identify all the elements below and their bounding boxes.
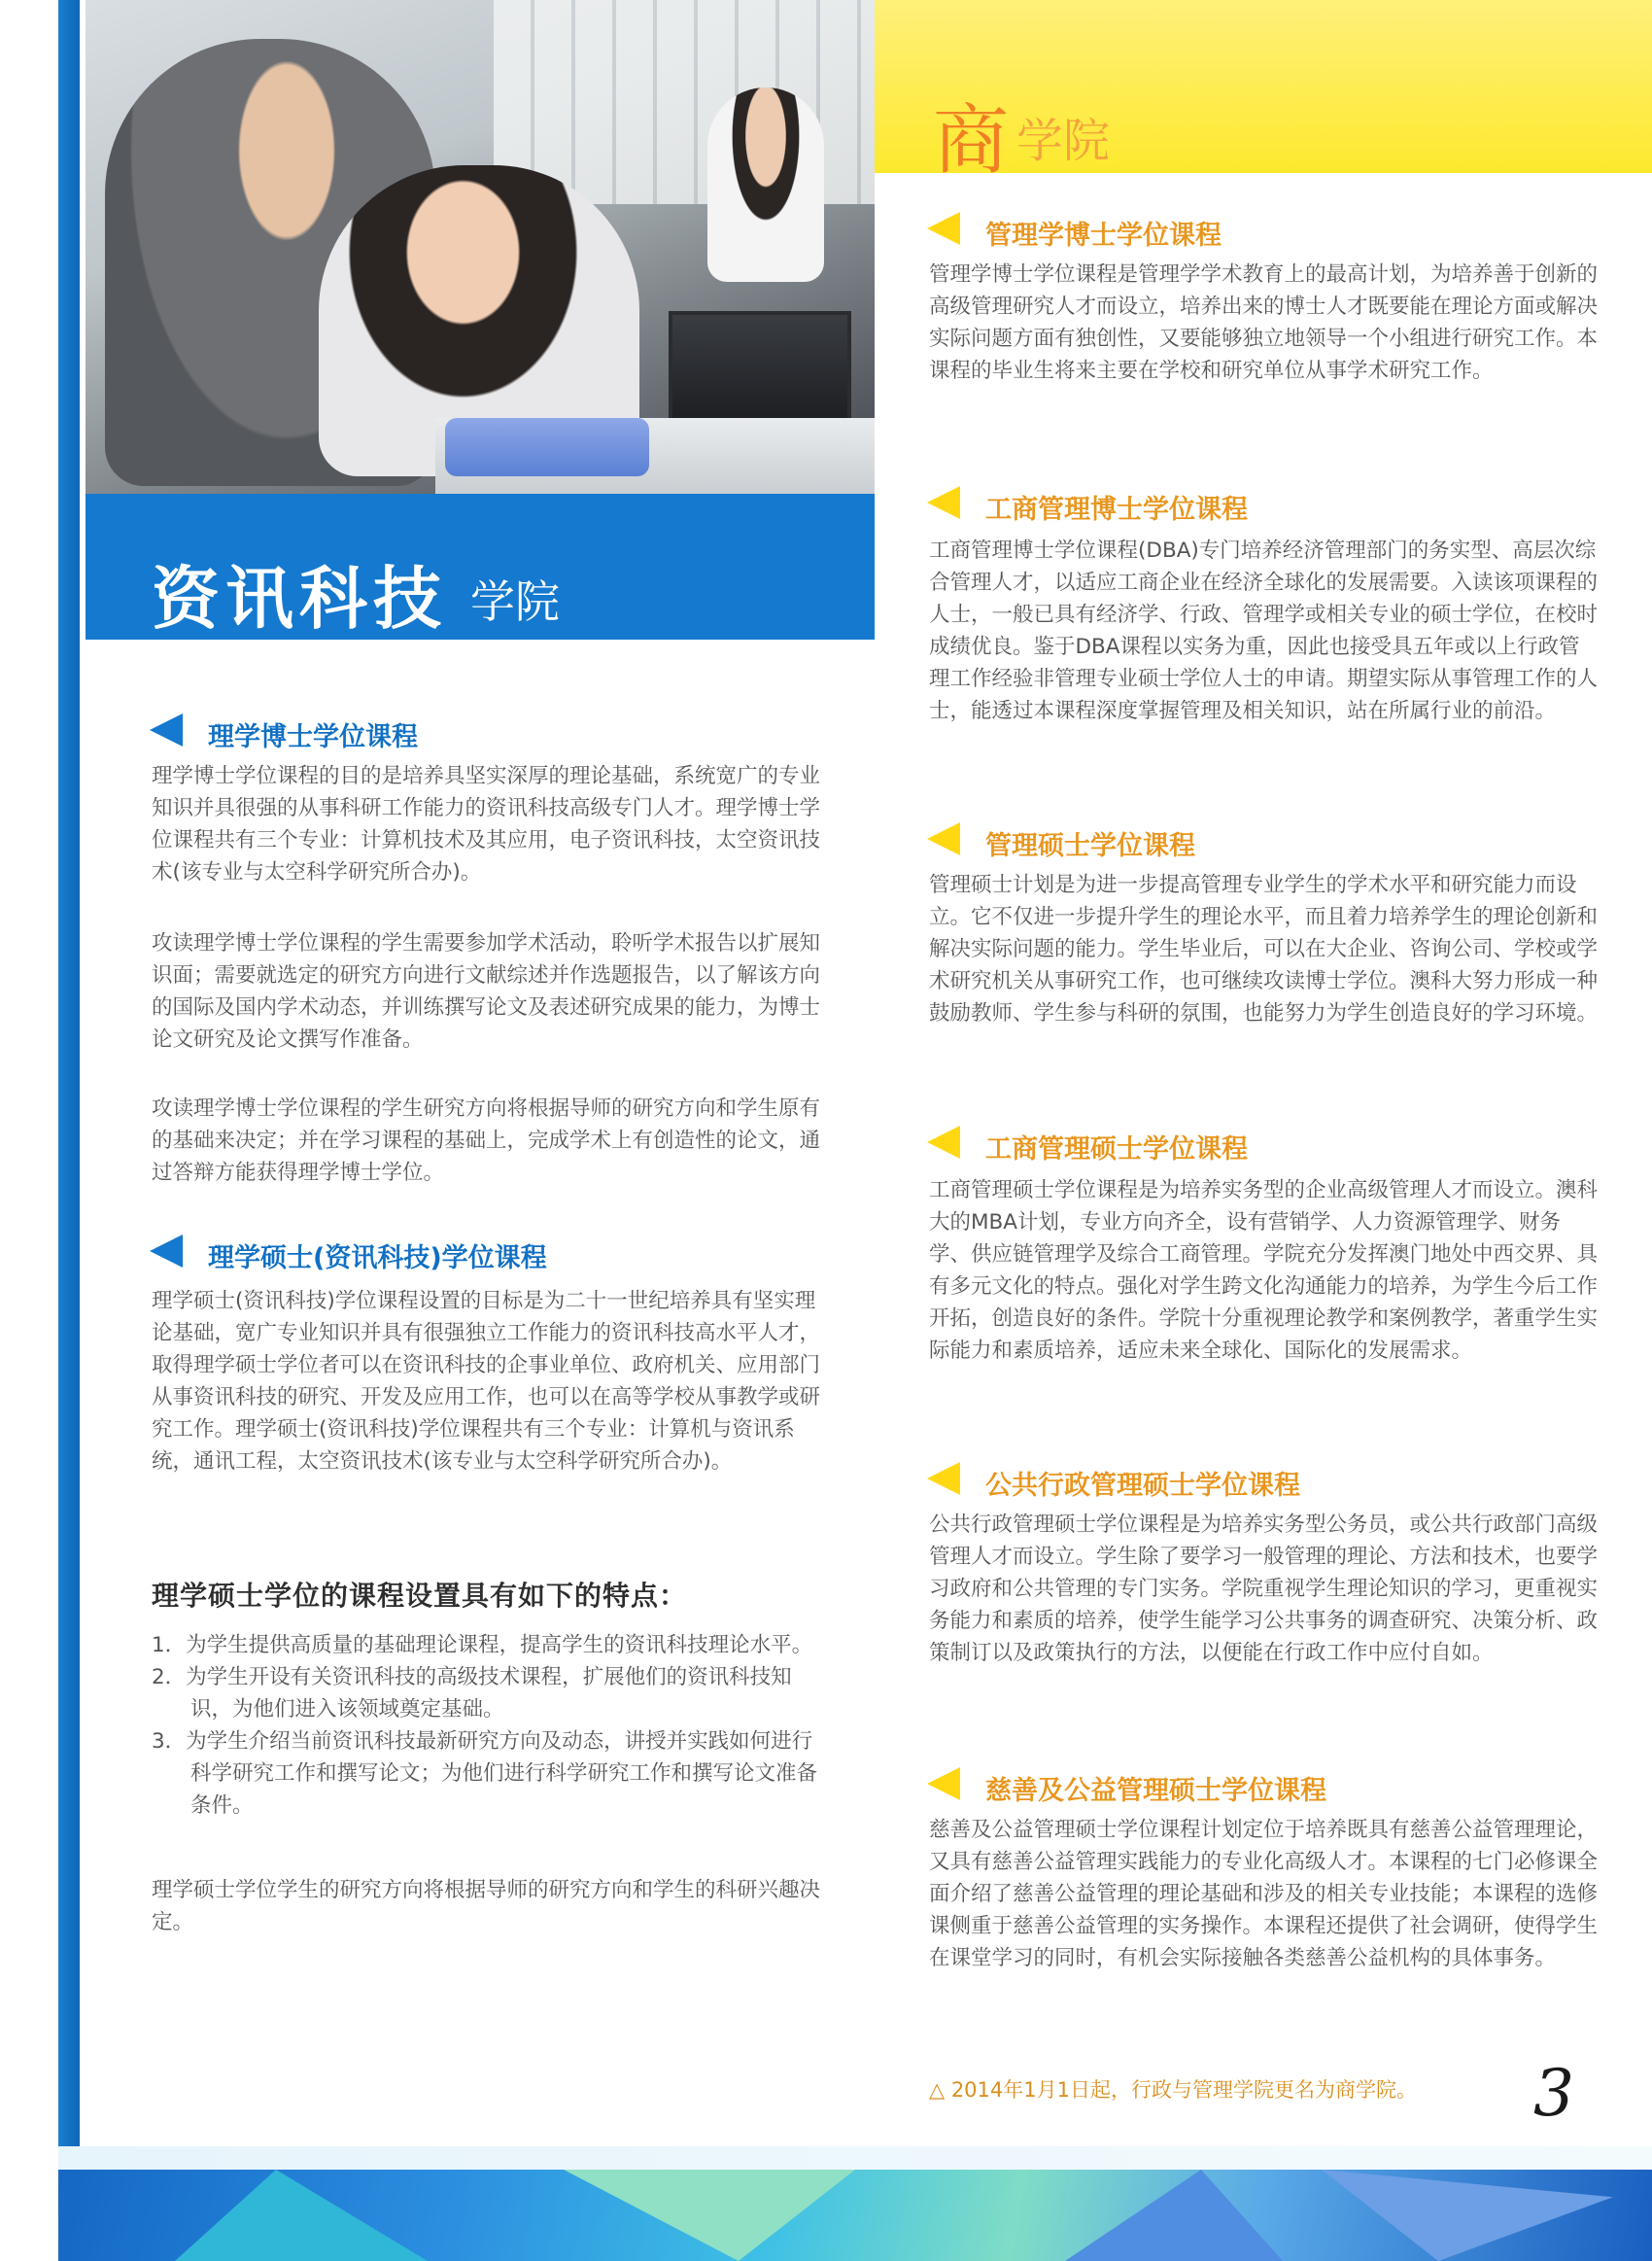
photo-multimeter	[445, 418, 649, 476]
section-marker-triangle-icon	[927, 212, 960, 245]
masters-it-title: 理学硕士(资讯科技)学位课程	[208, 1243, 547, 1273]
it-school-title: 资讯科技	[152, 559, 447, 639]
footer-decorative-band	[58, 2170, 1652, 2261]
page-number: 3	[1533, 2056, 1574, 2131]
section-marker-triangle-icon	[927, 1462, 960, 1495]
biz-section-title: 工商管理硕士学位课程	[985, 1134, 1248, 1165]
biz-section-text: 工商管理博士学位课程(DBA)专门培养经济管理部门的务实型、高层次综合管理人才，以适应工商企业在经济全球化的发展需要。入读该项课程的人士，一般已具有经济学、行政、管理学或相关专业的硕士学位，在校时成绩优良。鉴于DBA课程以实务为重，因此也接受具五年或以上行政管理工作经验非管理专业硕士学位人士的申请。期望实际从事管理工作的人士，能透过本课程深度掌握管理及相关知识，站在所属行业的前沿。	[929, 539, 1599, 723]
left-blue-stripe	[58, 0, 80, 2261]
biz-section-text: 管理学博士学位课程是管理学学术教育上的最高计划，为培养善于创新的高级管理研究人才而设立，培养出来的博士人才既要能在理论方面或解决实际问题方面有独创性，又要能够独立地领导一个小组进行研究工作。本课程的毕业生将来主要在学校和研究单位从事学术研究工作。	[929, 262, 1599, 383]
section-marker-triangle-icon	[927, 1767, 960, 1800]
phd-science-title: 理学博士学位课程	[208, 722, 418, 752]
list-item: 3．为学生介绍当前资讯科技最新研究方向及动态，讲授并实践如何进行科学研究工作和撰写论文；为他们进行科学研究工作和撰写论文准备条件。	[152, 1729, 818, 1818]
section-marker-triangle-icon	[927, 486, 960, 519]
features-heading: 理学硕士学位的课程设置具有如下的特点：	[152, 1580, 688, 1612]
footnote: △ 2014年1月1日起，行政与管理学院更名为商学院。	[929, 2078, 1417, 2102]
biz-section-title: 管理学博士学位课程	[985, 221, 1222, 251]
biz-section-text: 慈善及公益管理硕士学位课程计划定位于培养既具有慈善公益管理理论，又具有慈善公益管理实践能力的专业化高级人才。本课程的七门必修课全面介绍了慈善公益管理的理论基础和涉及的相关专业技能；本课程的选修课侧重于慈善公益管理的实务操作。本课程还提供了社会调研，使得学生在课堂学习的同时，有机会实际接触各类慈善公益机构的具体事务。	[929, 1818, 1599, 1970]
footer-shard	[564, 2170, 855, 2261]
section-marker-triangle-icon	[150, 1235, 183, 1268]
phd-science-paragraph-3: 攻读理学博士学位课程的学生研究方向将根据导师的研究方向和学生原有的基础来决定；并在学习课程的基础上，完成学术上有创造性的论文，通过答辩方能获得理学博士学位。	[152, 1096, 821, 1185]
biz-section-title: 慈善及公益管理硕士学位课程	[985, 1776, 1326, 1806]
photo-teacher	[707, 87, 824, 282]
section-marker-triangle-icon	[927, 1126, 960, 1159]
business-school-title: 商	[933, 97, 1010, 185]
biz-section-title: 管理硕士学位课程	[985, 831, 1195, 861]
biz-section-title: 公共行政管理硕士学位课程	[985, 1471, 1300, 1501]
footer-shard	[1011, 2170, 1283, 2261]
biz-section-title: 工商管理博士学位课程	[985, 495, 1248, 525]
phd-science-paragraph-2: 攻读理学博士学位课程的学生需要参加学术活动，聆听学术报告以扩展知识面；需要就选定的研究方向进行文献综述并作选题报告，以了解该方向的国际及国内学术动态，并训练撰写论文及表述研究成果的能力，为博士论文研究及论文撰写作准备。	[152, 931, 821, 1052]
list-item: 2．为学生开设有关资讯科技的高级技术课程，扩展他们的资讯科技知识，为他们进入该领域奠定基础。	[152, 1665, 792, 1722]
footer-light-band	[58, 2146, 1652, 2170]
photo-monitor	[669, 311, 851, 426]
phd-science-paragraph-1: 理学博士学位课程的目的是培养具坚实深厚的理论基础，系统宽广的专业知识并具很强的从事科研工作能力的资讯科技高级专门人才。理学博士学位课程共有三个专业：计算机技术及其应用，电子资讯科技，太空资讯技术(该专业与太空科学研究所合办)。	[152, 764, 821, 885]
students-lab-photo	[86, 0, 875, 494]
it-school-title-sub: 学院	[470, 575, 560, 628]
footer-shard	[175, 2170, 428, 2261]
biz-section-text: 工商管理硕士学位课程是为培养实务型的企业高级管理人才而设立。澳科大的MBA计划，专业方向齐全，设有营销学、人力资源管理学、财务学、供应链管理学及综合工商管理。学院充分发挥澳门地处中西交界、具有多元文化的特点。强化对学生跨文化沟通能力的培养，为学生今后工作开拓，创造良好的条件。学院十分重视理论教学和案例教学，著重学生实际能力和素质培养，适应未来全球化、国际化的发展需求。	[929, 1178, 1599, 1363]
section-marker-triangle-icon	[927, 822, 960, 855]
list-item: 1．为学生提供高质量的基础理论课程，提高学生的资讯科技理论水平。	[152, 1633, 813, 1657]
footer-shard	[1322, 2170, 1613, 2261]
features-list	[152, 1629, 832, 1822]
biz-section-text: 管理硕士计划是为进一步提高管理专业学生的学术水平和研究能力而设立。它不仅进一步提升学生的理论水平，而且着力培养学生的理论创新和解决实际问题的能力。学生毕业后，可以在大企业、咨询公司、学校或学术研究机关从事研究工作，也可继续攻读博士学位。澳科大努力形成一种鼓励教师、学生参与科研的氛围，也能努力为学生创造良好的学习环境。	[929, 873, 1599, 1026]
business-school-title-sub: 学院	[1016, 114, 1111, 168]
masters-it-paragraph: 理学硕士(资讯科技)学位课程设置的目标是为二十一世纪培养具有坚实理论基础，宽广专业知识并具有很强独立工作能力的资讯科技高水平人才，取得理学硕士学位者可以在资讯科技的企事业单位、政府机关、应用部门从事资讯科技的研究、开发及应用工作，也可以在高等学校从事教学或研究工作。理学硕士(资讯科技)学位课程共有三个专业：计算机与资讯系统，通讯工程，太空资讯技术(该专业与太空科学研究所合办)。	[152, 1289, 821, 1474]
biz-section-text: 公共行政管理硕士学位课程是为培养实务型公务员，或公共行政部门高级管理人才而设立。学生除了要学习一般管理的理论、方法和技术，也要学习政府和公共管理的专门实务。学院重视学生理论知识的学习，更重视实务能力和素质的培养，使学生能学习公共事务的调查研究、决策分析、政策制订以及政策执行的方法，以便能在行政工作中应付自如。	[929, 1513, 1599, 1665]
closing-paragraph: 理学硕士学位学生的研究方向将根据导师的研究方向和学生的科研兴趣决定。	[152, 1878, 821, 1934]
section-marker-triangle-icon	[150, 713, 183, 747]
